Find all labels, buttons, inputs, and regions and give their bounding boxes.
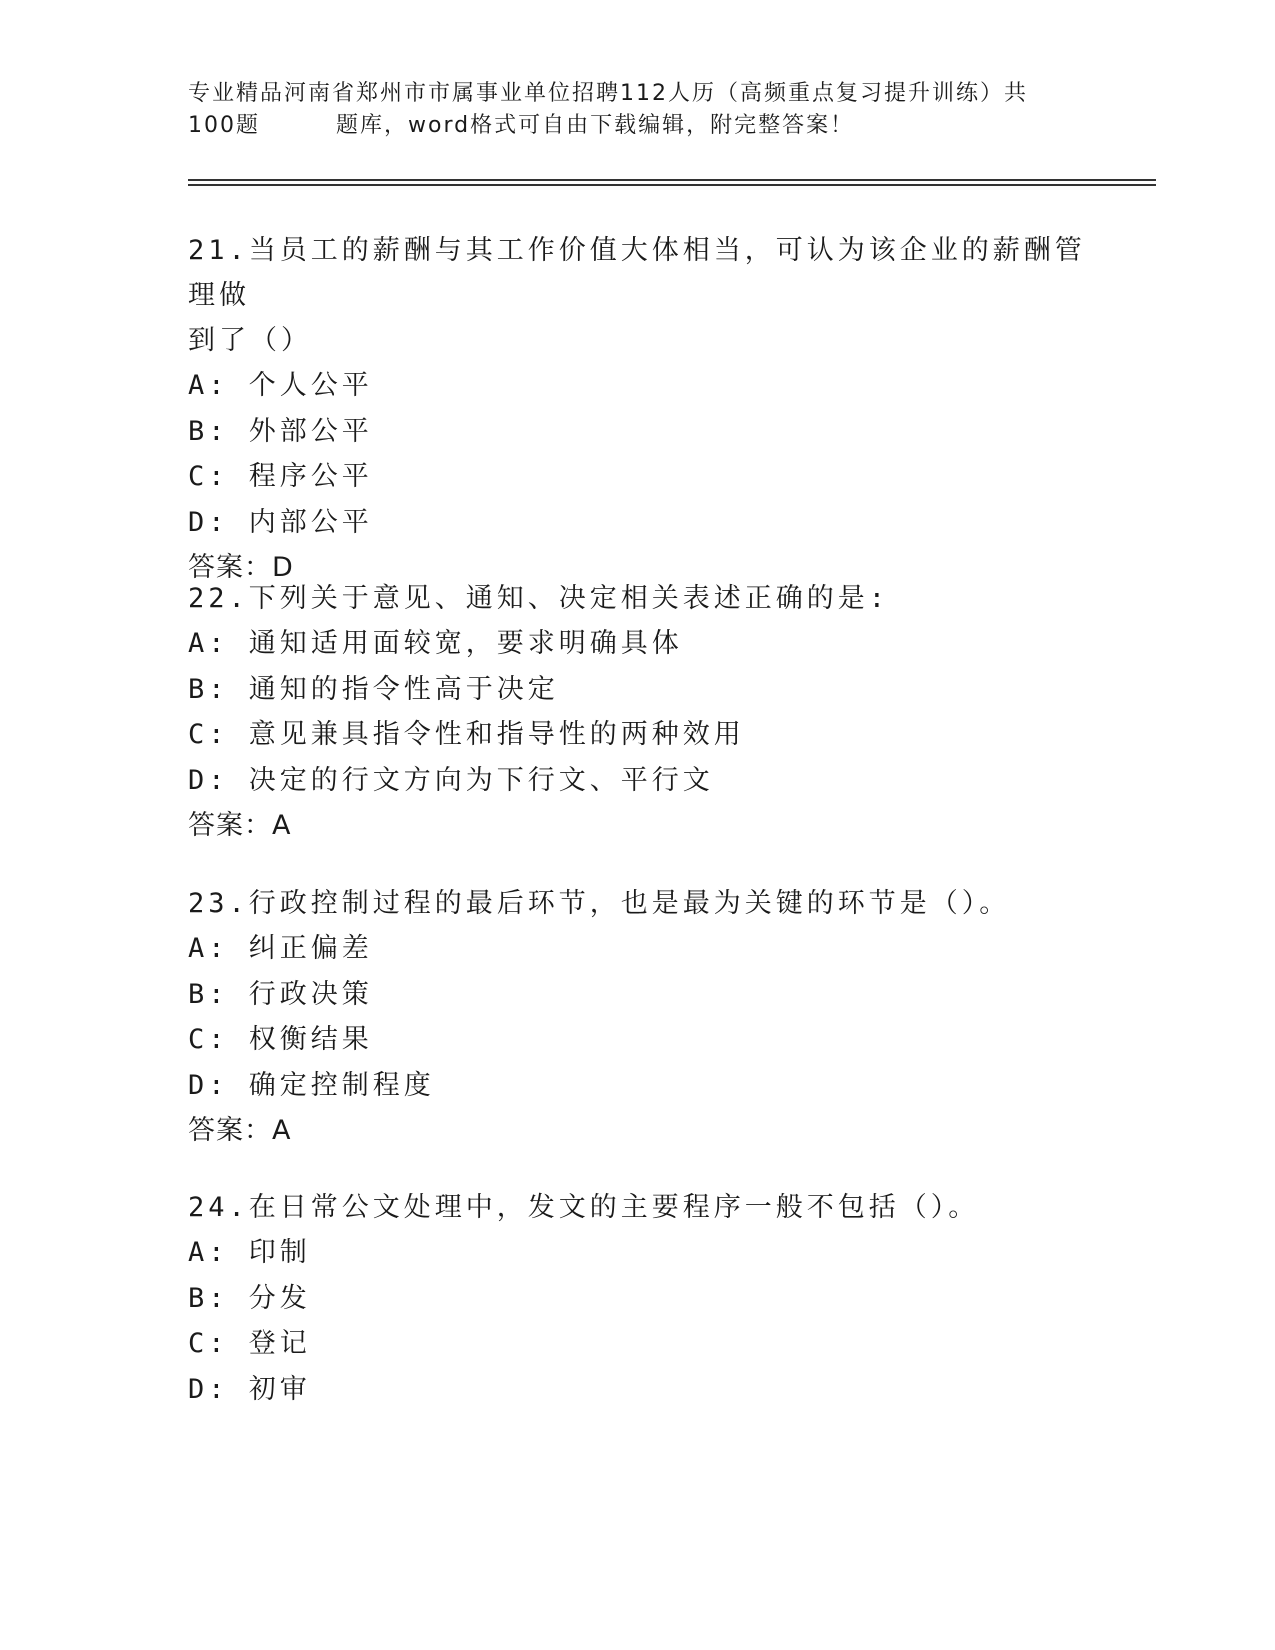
option-c: C: 登记 xyxy=(188,1328,311,1359)
option-a: A: 通知适用面较宽，要求明确具体 xyxy=(188,628,683,659)
header-divider-top xyxy=(188,179,1156,181)
question-stem: 22.下列关于意见、通知、决定相关表述正确的是: xyxy=(188,583,890,614)
question-21 xyxy=(188,228,1088,591)
question-24 xyxy=(188,1185,1088,1412)
question-22 xyxy=(188,576,1088,849)
title-suffix: 题库，word格式可自由下载编辑，附完整答案！ xyxy=(336,113,855,138)
answer: 答案：D xyxy=(188,552,294,583)
option-a: A: 个人公平 xyxy=(188,370,373,401)
header-divider-bottom xyxy=(188,184,1156,186)
option-c: C: 程序公平 xyxy=(188,461,373,492)
question-stem: 23.行政控制过程的最后环节，也是最为关键的环节是（）。 xyxy=(188,888,1011,919)
option-b: B: 行政决策 xyxy=(188,978,373,1010)
option-b: B: 外部公平 xyxy=(188,415,373,447)
question-stem-continued: 到了（） xyxy=(188,325,312,356)
answer: 答案：A xyxy=(188,810,292,841)
option-b: B: 通知的指令性高于决定 xyxy=(188,673,559,705)
document-title-line-1: 专业精品河南省郑州市市属事业单位招聘112人历（高频重点复习提升训练）共 xyxy=(188,81,1028,106)
option-a: A: 纠正偏差 xyxy=(188,933,373,964)
option-d: D: 初审 xyxy=(188,1373,311,1405)
question-stem: 24.在日常公文处理中，发文的主要程序一般不包括（）。 xyxy=(188,1192,980,1223)
option-b: B: 分发 xyxy=(188,1282,311,1314)
option-c: C: 权衡结果 xyxy=(188,1024,373,1055)
option-a: A: 印制 xyxy=(188,1237,311,1268)
question-count: 100题 xyxy=(188,113,260,138)
option-c: C: 意见兼具指令性和指导性的两种效用 xyxy=(188,719,745,750)
answer: 答案：A xyxy=(188,1115,292,1146)
option-d: D: 决定的行文方向为下行文、平行文 xyxy=(188,764,714,796)
option-d: D: 内部公平 xyxy=(188,506,373,538)
option-d: D: 确定控制程度 xyxy=(188,1069,435,1101)
question-stem: 21.当员工的薪酬与其工作价值大体相当，可认为该企业的薪酬管理做 xyxy=(188,235,1086,311)
document-title-line-2 xyxy=(188,108,854,139)
question-23 xyxy=(188,881,1088,1154)
